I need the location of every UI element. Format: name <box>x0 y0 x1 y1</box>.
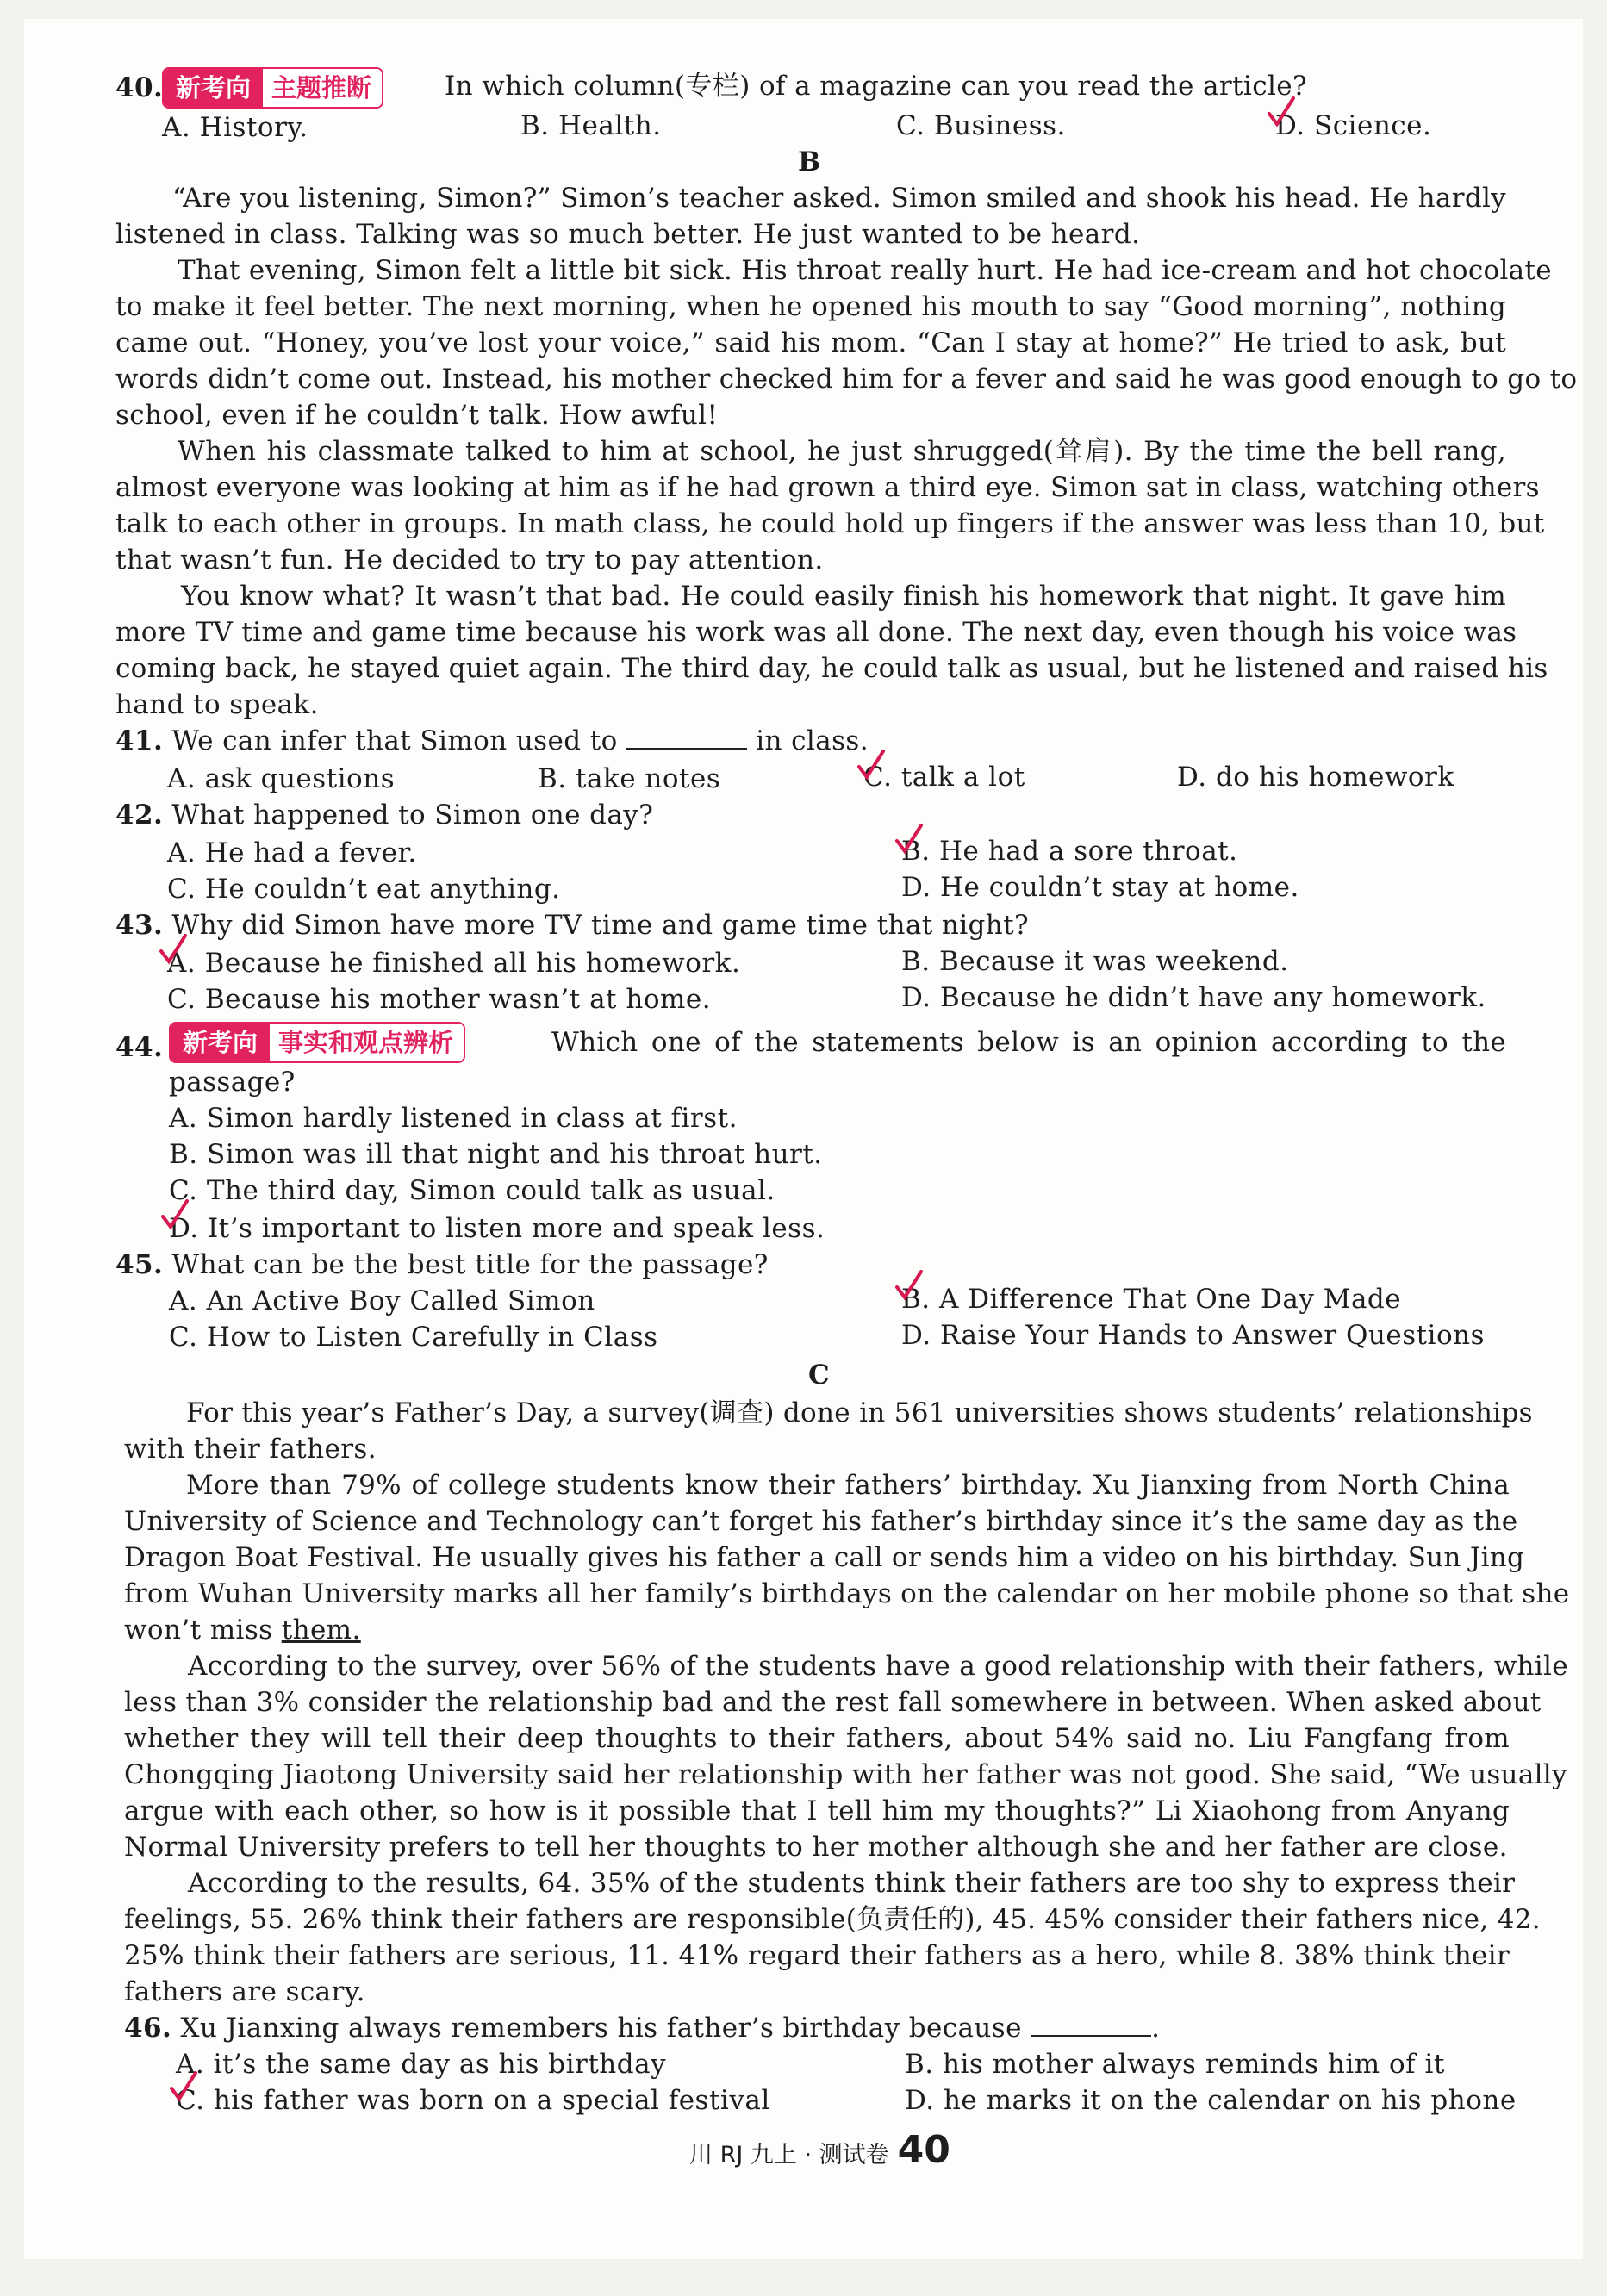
passage-c-line: Normal University prefers to tell her thoughts to her mother although she and her father are close. <box>124 1832 1508 1863</box>
option-40-b[interactable]: B. Health. <box>520 110 662 141</box>
passage-c-line: from Wuhan University marks all her family’s birthdays on the calendar on her mobile phone so that she <box>124 1578 1570 1609</box>
option-43-b[interactable]: B. Because it was weekend. <box>901 946 1289 977</box>
passage-c-line: More than 79% of college students know their fathers’ birthday. Xu Jianxing from North China <box>186 1470 1510 1501</box>
check-mark-icon <box>856 748 888 782</box>
passage-b-line: hand to speak. <box>115 689 319 720</box>
question-42-stem: 42. What happened to Simon one day? <box>115 800 654 831</box>
tag-new-direction: 新考向 <box>164 69 263 107</box>
passage-b-line: words didn’t come out. Instead, his mother checked him for a fever and said he was good enough to go to <box>115 364 1578 395</box>
option-43-c[interactable]: C. Because his mother wasn’t at home. <box>167 984 712 1015</box>
section-c-heading: C <box>808 1360 830 1391</box>
option-44-d[interactable]: D. It’s important to listen more and speak less. <box>169 1213 825 1244</box>
passage-c-line: According to the survey, over 56% of the students have a good relationship with their fathers, while <box>188 1651 1568 1682</box>
option-45-c[interactable]: C. How to Listen Carefully in Class <box>169 1322 658 1353</box>
check-mark-icon <box>159 932 190 967</box>
check-mark-icon <box>894 1268 925 1303</box>
passage-b-line: to make it feel better. The next morning, when he opened his mouth to say “Good morning”, nothing <box>115 291 1506 322</box>
option-40-a[interactable]: A. History. <box>162 112 308 143</box>
passage-c-line: According to the results, 64. 35% of the students think their fathers are too shy to express their <box>188 1868 1516 1899</box>
passage-c-line: Dragon Boat Festival. He usually gives his father a call or sends him a video on his birthday. Sun Jing <box>124 1542 1525 1573</box>
footer-label: 川 RJ 九上 · 测试卷 <box>689 2142 889 2168</box>
check-mark-icon <box>894 822 925 856</box>
page-number: 40 <box>897 2128 950 2172</box>
option-43-a[interactable]: A. Because he finished all his homework. <box>167 948 741 979</box>
passage-c-line: fathers are scary. <box>124 1976 365 2007</box>
question-40: 40. <box>115 72 164 103</box>
option-44-b[interactable]: B. Simon was ill that night and his throat hurt. <box>169 1139 823 1170</box>
passage-c-line: whether they will tell their deep thoughts to their fathers, about 54% said no. Liu Fangfang from <box>124 1723 1510 1754</box>
option-43-d[interactable]: D. Because he didn’t have any homework. <box>901 982 1486 1013</box>
check-mark-icon <box>169 2069 200 2104</box>
question-44-stem: Which one of the statements below is an opinion according to the <box>551 1027 1506 1058</box>
passage-b-line: more TV time and game time because his work was all done. The next day, even though his voice was <box>115 617 1517 648</box>
option-42-a[interactable]: A. He had a fever. <box>167 837 417 868</box>
passage-b-line: talk to each other in groups. In math class, he could hold up fingers if the answer was less than 10, but <box>115 508 1545 539</box>
option-41-c[interactable]: C. talk a lot <box>863 762 1025 793</box>
passage-c-line: 25% think their fathers are serious, 11. 41% regard their fathers as a hero, while 8. 38% think their <box>124 1940 1510 1971</box>
passage-b-line: listened in class. Talking was so much better. He just wanted to be heard. <box>115 219 1141 250</box>
option-40-d[interactable]: D. Science. <box>1275 110 1432 141</box>
question-45-stem: 45. What can be the best title for the passage? <box>115 1249 769 1280</box>
tag-topic: 事实和观点辨析 <box>270 1024 464 1061</box>
check-mark-icon <box>160 1198 191 1232</box>
passage-b-line: school, even if he couldn’t talk. How awful! <box>115 400 719 431</box>
passage-b-line: That evening, Simon felt a little bit sick. His throat really hurt. He had ice-cream and hot chocolate <box>178 255 1552 286</box>
check-mark-icon <box>1267 95 1298 129</box>
answer-blank[interactable] <box>1031 2013 1151 2037</box>
passage-c-line: argue with each other, so how is it possible that I tell him my thoughts?” Li Xiaohong from Anyang <box>124 1795 1510 1826</box>
option-41-b[interactable]: B. take notes <box>538 763 721 794</box>
underlined-word: them. <box>281 1615 361 1646</box>
answer-blank[interactable] <box>626 725 747 750</box>
tag-topic: 主题推断 <box>263 69 382 107</box>
question-44-tag <box>169 1022 465 1063</box>
passage-b-line: almost everyone was looking at him as if he had grown a third eye. Simon sat in class, watching others <box>115 472 1540 503</box>
option-46-b[interactable]: B. his mother always reminds him of it <box>905 2049 1445 2080</box>
question-40-stem: In which column(专栏) of a magazine can you read the article? <box>445 71 1308 102</box>
option-41-a[interactable]: A. ask questions <box>167 763 396 794</box>
passage-b-line: came out. “Honey, you’ve lost your voice,” said his mom. “Can I stay at home?” He tried to ask, but <box>115 327 1506 358</box>
question-44: 44. <box>115 1032 164 1063</box>
passage-b-line: When his classmate talked to him at school, he just shrugged(耸肩). By the time the bell rang, <box>178 436 1506 467</box>
passage-b-line: coming back, he stayed quiet again. The third day, he could talk as usual, but he listened and raised his <box>115 653 1548 684</box>
question-44-stem-cont: passage? <box>169 1067 296 1098</box>
passage-b-line: “Are you listening, Simon?” Simon’s teacher asked. Simon smiled and shook his head. He hardly <box>172 183 1506 214</box>
option-42-c[interactable]: C. He couldn’t eat anything. <box>167 874 561 905</box>
option-45-a[interactable]: A. An Active Boy Called Simon <box>169 1285 595 1316</box>
passage-c-line: For this year’s Father’s Day, a survey(调查) done in 561 universities shows students’ relationships <box>186 1397 1533 1428</box>
passage-c-line: with their fathers. <box>124 1434 377 1465</box>
option-45-d[interactable]: D. Raise Your Hands to Answer Questions <box>901 1320 1486 1351</box>
option-46-a[interactable]: A. it’s the same day as his birthday <box>176 2049 667 2080</box>
passage-c-line: won’t miss them. <box>124 1615 361 1646</box>
passage-c-line: feelings, 55. 26% think their fathers are responsible(负责任的), 45. 45% consider their fathers nice, 42. <box>124 1904 1541 1935</box>
question-40-tag <box>162 67 383 109</box>
passage-c-line: Chongqing Jiaotong University said her relationship with her father was not good. She said, “We usually <box>124 1759 1567 1790</box>
passage-c-line: University of Science and Technology can’t forget his father’s birthday since it’s the same day as the <box>124 1506 1518 1537</box>
passage-b-line: that wasn’t fun. He decided to try to pay attention. <box>115 544 824 576</box>
passage-c-line: less than 3% consider the relationship bad and the rest fall somewhere in between. When asked about <box>124 1687 1542 1718</box>
page-footer <box>689 2128 950 2172</box>
passage-b-line: You know what? It wasn’t that bad. He could easily finish his homework that night. It gave him <box>181 581 1506 612</box>
question-41-stem: 41. We can infer that Simon used to in class. <box>115 725 869 756</box>
option-41-d[interactable]: D. do his homework <box>1177 762 1454 793</box>
section-b-heading: B <box>798 146 821 177</box>
option-44-c[interactable]: C. The third day, Simon could talk as usual. <box>169 1175 775 1206</box>
option-45-b[interactable]: B. A Difference That One Day Made <box>901 1284 1402 1315</box>
option-42-b[interactable]: B. He had a sore throat. <box>901 836 1238 867</box>
question-43-stem: 43. Why did Simon have more TV time and game time that night? <box>115 910 1030 941</box>
tag-new-direction: 新考向 <box>171 1024 270 1061</box>
question-46-stem: 46. Xu Jianxing always remembers his father’s birthday because . <box>124 2013 1161 2044</box>
option-46-c[interactable]: C. his father was born on a special festival <box>176 2085 770 2116</box>
option-42-d[interactable]: D. He couldn’t stay at home. <box>901 872 1299 903</box>
option-44-a[interactable]: A. Simon hardly listened in class at first. <box>169 1103 738 1134</box>
option-46-d[interactable]: D. he marks it on the calendar on his phone <box>905 2085 1517 2116</box>
option-40-c[interactable]: C. Business. <box>896 110 1066 141</box>
